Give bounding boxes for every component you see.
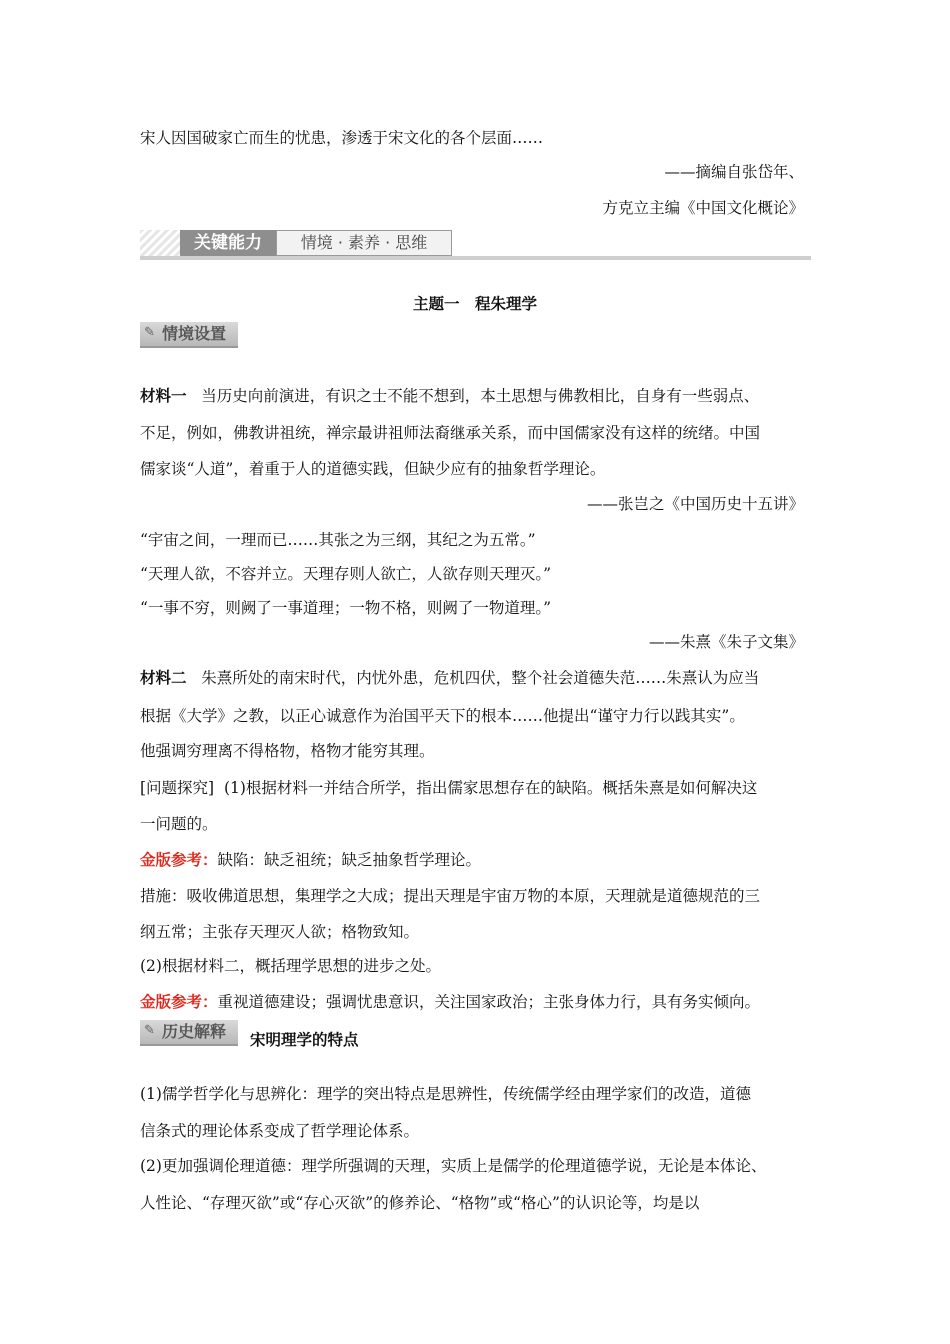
answer-1-text: 缺陷：缺乏祖统；缺乏抽象哲学理论。 xyxy=(217,851,482,869)
material1-line1 xyxy=(140,386,759,406)
material2-line3: 他强调穷理离不得格物，格物才能穷其理。 xyxy=(140,742,435,760)
reference-label: 金版参考： xyxy=(140,850,218,869)
intro-citation-1: ——摘编自张岱年、 xyxy=(664,163,804,181)
banner-divider xyxy=(140,256,811,260)
answer-2-text: 重视道德建设；强调忧患意识，关注国家政治；主张身体力行，具有务实倾向。 xyxy=(217,993,761,1011)
material1-line3: 儒家谈“人道”，着重于人的道德实践，但缺少应有的抽象哲学理论。 xyxy=(140,460,606,478)
question-1-line1 xyxy=(140,778,757,798)
explain-p1-line2: 信条式的理论体系变成了哲学理论体系。 xyxy=(140,1122,420,1140)
intro-citation-2: 方克立主编《中国文化概论》 xyxy=(602,199,804,217)
explain-p1-line1: (1)儒学哲学化与思辨化：理学的突出特点是思辨性，传统儒学经由理学家们的改造，道德 xyxy=(140,1085,751,1103)
answer-1-line3: 纲五常；主张存天理灭人欲；格物致知。 xyxy=(140,923,420,941)
banner-label: 关键能力 xyxy=(180,230,276,256)
material1-label: 材料一 xyxy=(140,387,187,405)
section-title: 宋明理学的特点 xyxy=(250,1031,359,1049)
answer-1-line1 xyxy=(140,850,481,870)
section-underline xyxy=(140,346,238,348)
material2-label: 材料二 xyxy=(140,669,187,687)
question-1-text: (1)根据材料一并结合所学，指出儒家思想存在的缺陷。概括朱熹是如何解决这 xyxy=(223,779,758,797)
intro-text: 宋人因国破家亡而生的忧患，渗透于宋文化的各个层面…… xyxy=(140,129,544,147)
topic-title: 主题一 程朱理学 xyxy=(412,295,537,313)
reference-label-2: 金版参考： xyxy=(140,992,218,1011)
quote-2: “天理人欲，不容并立。天理存则人欲亡，人欲存则天理灭。” xyxy=(140,565,552,583)
question-1-line2: 一问题的。 xyxy=(140,815,218,833)
material2-line1 xyxy=(140,668,759,688)
answer-1-line2: 措施：吸收佛道思想，集理学之大成；提出天理是宇宙万物的本原，天理就是道德规范的三 xyxy=(140,887,761,905)
pen-icon: ✎ xyxy=(144,1023,155,1038)
material1-text: 当历史向前演进，有识之士不能不想到，本土思想与佛教相比，自身有一些弱点、 xyxy=(201,387,760,405)
section-underline xyxy=(140,1044,238,1046)
section-historical-explanation xyxy=(140,1020,440,1049)
material1-citation-2: ——朱熹《朱子文集》 xyxy=(648,633,804,651)
pen-icon: ✎ xyxy=(144,325,155,340)
material2-line2: 根据《大学》之教，以正心诚意作为治国平天下的根本……他提出“谨守力行以践其实”。 xyxy=(140,707,745,725)
material1-citation: ——张岂之《中国历史十五讲》 xyxy=(586,495,804,513)
quote-3: “一事不穷，则阙了一事道理；一物不格，则阙了一物道理。” xyxy=(140,599,552,617)
banner-subtitle: 情境 · 素养 · 思维 xyxy=(276,230,452,256)
section-label: 情境设置 xyxy=(140,322,238,346)
answer-2 xyxy=(140,992,760,1012)
quote-1: “宇宙之间，一理而已……其张之为三纲，其纪之为五常。” xyxy=(140,531,536,549)
question-2: (2)根据材料二，概括理学思想的进步之处。 xyxy=(140,957,441,975)
section-label: 历史解释 xyxy=(140,1020,238,1044)
explain-p2-line1: (2)更加强调伦理道德：理学所强调的天理，实质上是儒学的伦理道德学说，无论是本体论、 xyxy=(140,1157,767,1175)
explain-p2-line2: 人性论、“存理灭欲”或“存心灭欲”的修养论、“格物”或“格心”的认识论等，均是以 xyxy=(140,1194,700,1212)
key-ability-banner xyxy=(140,226,811,260)
material2-text: 朱熹所处的南宋时代，内忧外患，危机四伏，整个社会道德失范……朱熹认为应当 xyxy=(201,669,760,687)
question-label: [问题探究] xyxy=(140,779,215,797)
material1-line2: 不足，例如，佛教讲祖统，禅宗最讲祖师法裔继承关系，而中国儒家没有这样的统绪。中国 xyxy=(140,424,761,442)
banner-stripe xyxy=(140,230,180,256)
